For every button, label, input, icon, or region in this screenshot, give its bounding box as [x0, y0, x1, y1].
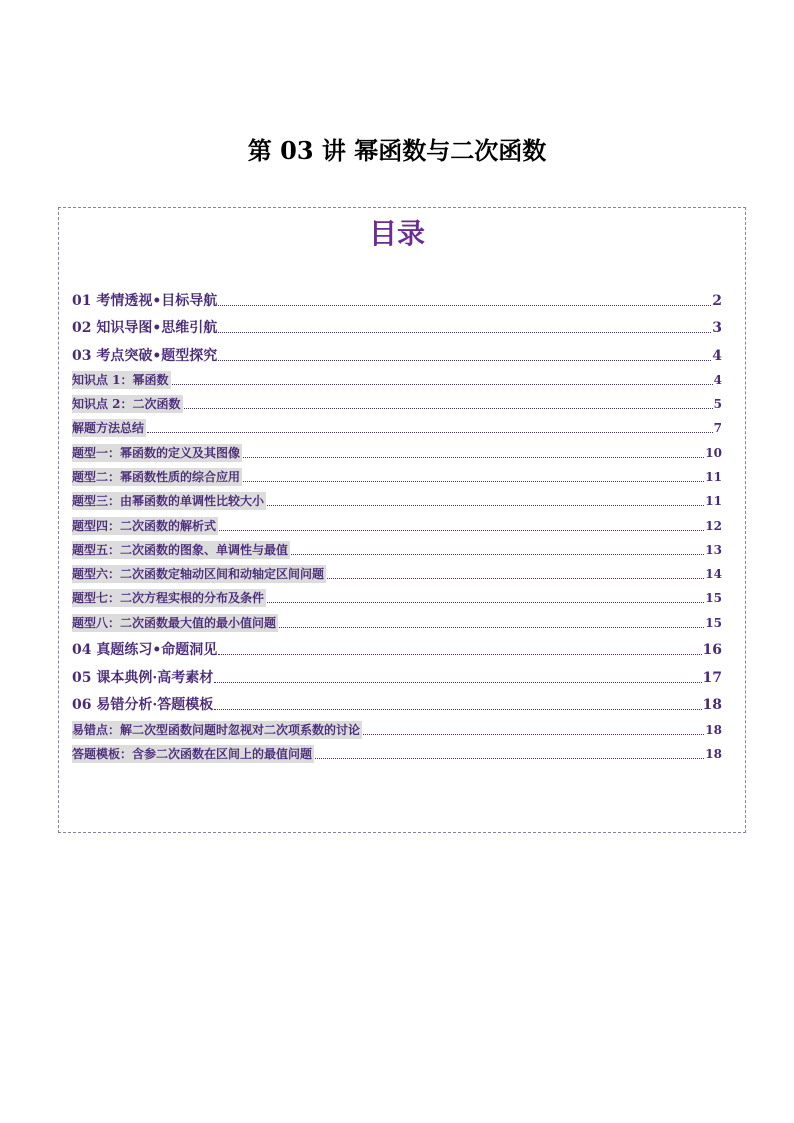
toc-item-label: 05 课本典例·高考素材 [72, 669, 214, 686]
toc-leader-dots [218, 304, 711, 306]
toc-leader-dots [267, 601, 704, 603]
toc-item-label: 题型二：幂函数性质的综合应用 [72, 469, 241, 484]
toc-item-type-6[interactable] [72, 559, 722, 583]
toc-item-page-number: 18 [705, 722, 722, 737]
toc-item-page-number: 2 [712, 292, 722, 309]
toc-item-page-number: 14 [705, 567, 722, 582]
toc-item-page-number: 11 [705, 494, 722, 509]
toc-item-label: 04 真题练习•命题洞见 [72, 642, 218, 659]
toc-item-section-04[interactable] [72, 632, 722, 660]
toc-item-page-number: 10 [705, 445, 722, 460]
toc-item-page-number: 15 [705, 591, 722, 606]
toc-leader-dots [218, 359, 711, 361]
toc-leader-dots [184, 407, 713, 409]
toc-leader-dots [218, 331, 711, 333]
toc-item-page-number: 15 [705, 615, 722, 630]
toc-leader-dots [243, 480, 704, 482]
toc-item-answer-template[interactable] [72, 739, 722, 763]
toc-item-type-3[interactable] [72, 486, 722, 510]
toc-item-knowledge-1[interactable] [72, 365, 722, 389]
toc-leader-dots [214, 681, 701, 683]
toc-item-section-02[interactable] [72, 310, 722, 338]
toc-item-page-number: 4 [712, 347, 722, 364]
toc-item-label: 题型四：二次函数的解析式 [72, 518, 217, 533]
toc-item-page-number: 11 [705, 469, 722, 484]
toc-leader-dots [172, 383, 713, 385]
toc-item-section-03[interactable] [72, 337, 722, 365]
toc-leader-dots [147, 431, 713, 433]
toc-item-section-06[interactable] [72, 687, 722, 715]
toc-leader-dots [243, 456, 704, 458]
toc-item-page-number: 7 [713, 421, 722, 436]
toc-item-page-number: 17 [702, 669, 722, 686]
toc-item-section-05[interactable] [72, 659, 722, 687]
toc-item-page-number: 4 [713, 372, 722, 387]
toc-item-label: 02 知识导图•思维引航 [72, 320, 218, 336]
toc-item-label: 解题方法总结 [72, 421, 145, 436]
toc-item-type-1[interactable] [72, 437, 722, 461]
toc-leader-dots [218, 653, 701, 655]
toc-item-label: 题型六：二次函数定轴动区间和动轴定区间问题 [72, 567, 325, 582]
toc-item-type-2[interactable] [72, 462, 722, 486]
toc-item-common-mistake[interactable] [72, 714, 722, 738]
toc-item-page-number: 16 [702, 642, 722, 659]
toc-item-page-number: 12 [705, 518, 722, 533]
toc-item-label: 题型五：二次函数的图象、单调性与最值 [72, 542, 289, 557]
toc-item-knowledge-2[interactable] [72, 389, 722, 413]
toc-item-page-number: 18 [702, 697, 722, 714]
toc-list [72, 282, 722, 763]
toc-item-page-number: 3 [712, 320, 722, 336]
toc-item-section-01[interactable] [72, 282, 722, 310]
toc-leader-dots [327, 577, 704, 579]
toc-item-page-number: 13 [705, 542, 722, 557]
toc-heading: 目录 [368, 217, 425, 250]
toc-item-method-summary[interactable] [72, 413, 722, 437]
toc-item-page-number: 5 [713, 397, 722, 412]
toc-item-label: 知识点 2：二次函数 [72, 397, 181, 412]
toc-leader-dots [214, 708, 701, 710]
toc-item-label: 题型三：由幂函数的单调性比较大小 [72, 494, 265, 509]
toc-item-label: 题型八：二次函数最大值的最小值问题 [72, 615, 277, 630]
toc-item-type-8[interactable] [72, 607, 722, 631]
toc-item-label: 题型一：幂函数的定义及其图像 [72, 445, 241, 460]
toc-leader-dots [315, 757, 704, 759]
toc-item-type-4[interactable] [72, 510, 722, 534]
toc-item-label: 06 易错分析·答题模板 [72, 697, 214, 714]
toc-item-label: 01 考情透视•目标导航 [72, 292, 218, 309]
toc-leader-dots [219, 529, 704, 531]
toc-item-label: 答题模板：含参二次函数在区间上的最值问题 [72, 746, 313, 761]
toc-item-type-5[interactable] [72, 535, 722, 559]
toc-item-type-7[interactable] [72, 583, 722, 607]
toc-item-label: 题型七：二次方程实根的分布及条件 [72, 591, 265, 606]
toc-leader-dots [291, 553, 704, 555]
page-title: 第 03 讲 幂函数与二次函数 [247, 136, 547, 165]
toc-item-label: 知识点 1：幂函数 [72, 372, 169, 387]
toc-item-page-number: 18 [705, 746, 722, 761]
toc-leader-dots [267, 504, 704, 506]
toc-leader-dots [279, 626, 704, 628]
toc-item-label: 易错点：解二次型函数问题时忽视对二次项系数的讨论 [72, 722, 361, 737]
toc-item-label: 03 考点突破•题型探究 [72, 347, 218, 364]
toc-leader-dots [363, 733, 704, 735]
